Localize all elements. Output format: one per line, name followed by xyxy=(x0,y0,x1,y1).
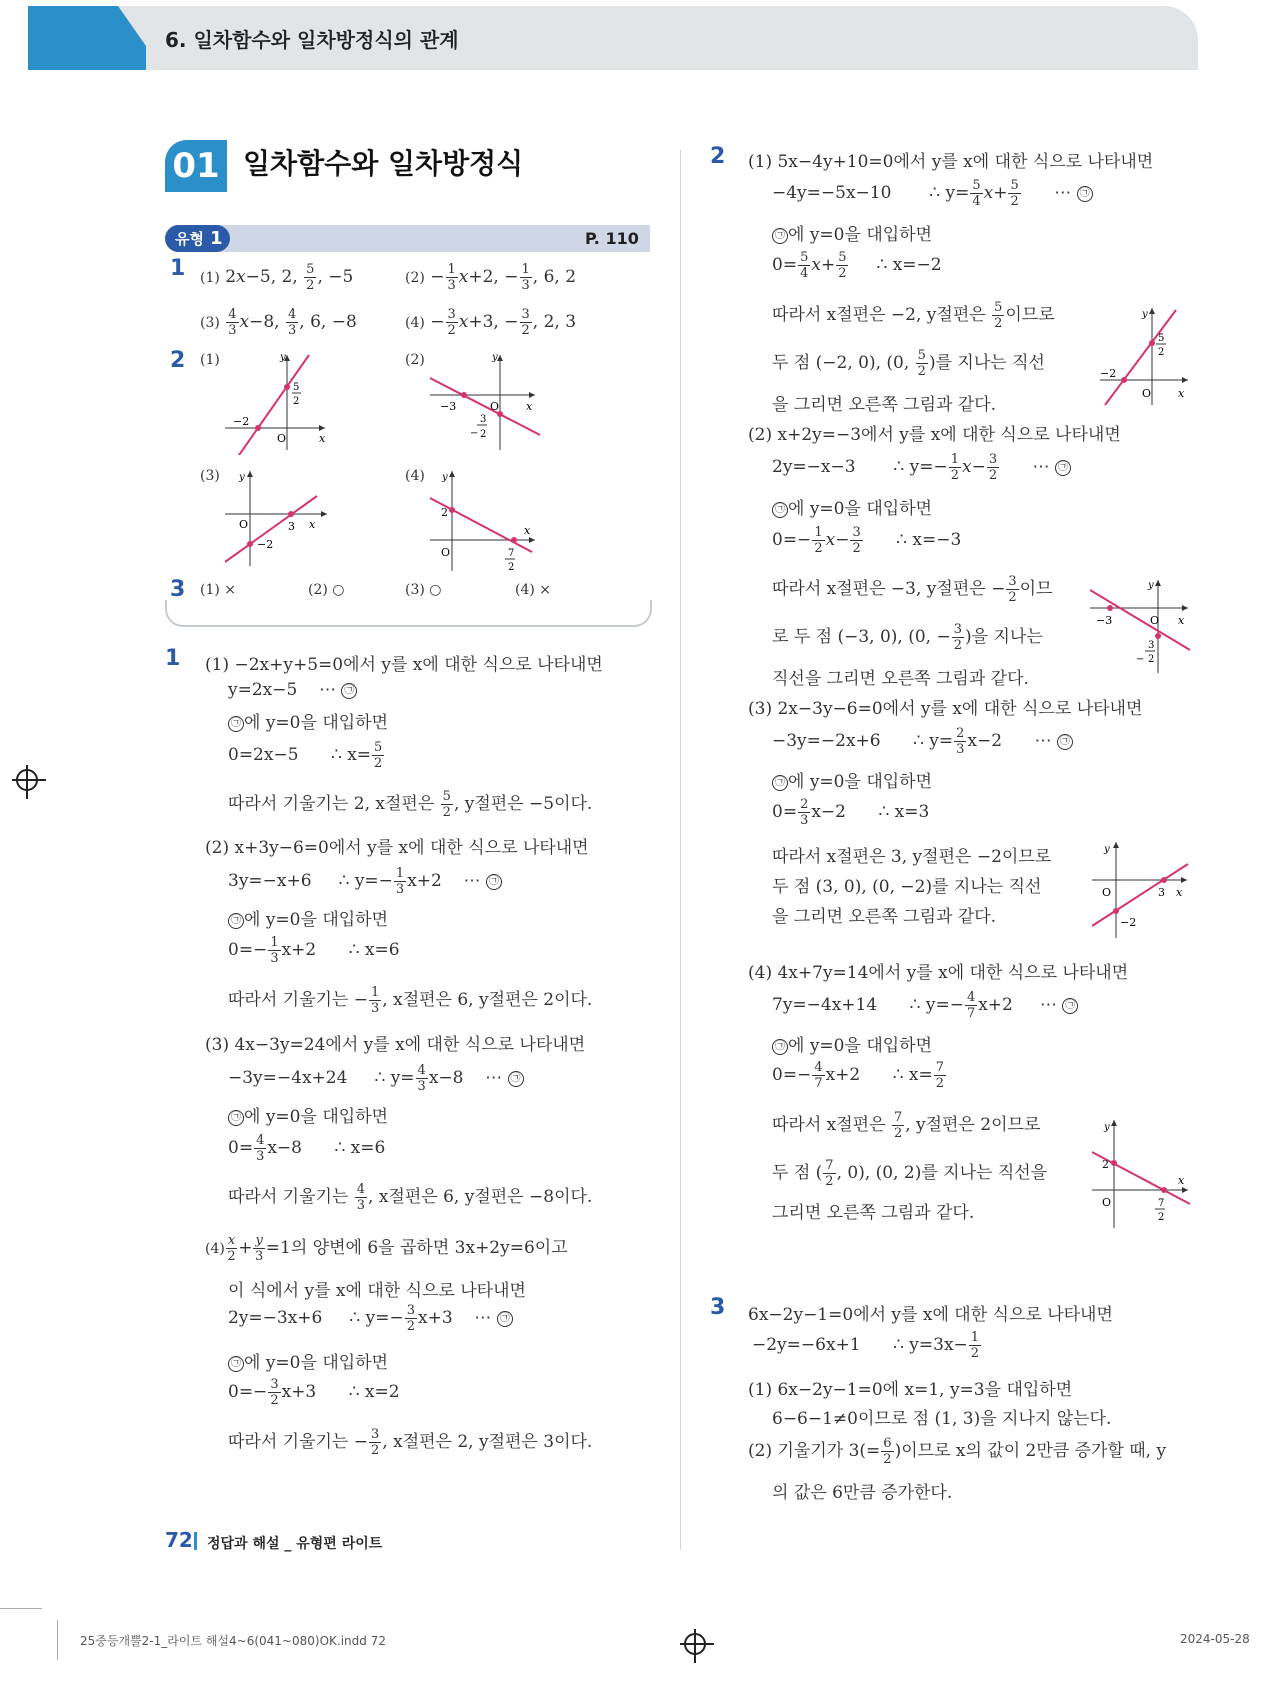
graph-label-3: (3) xyxy=(200,468,220,484)
graph-4 xyxy=(430,466,545,576)
graph-2 xyxy=(430,350,545,455)
svg-text:x: x xyxy=(1178,1174,1185,1187)
svg-text:O: O xyxy=(490,400,500,413)
svg-text:y: y xyxy=(280,352,286,363)
svg-text:−2: −2 xyxy=(257,538,274,551)
svg-text:3: 3 xyxy=(480,414,487,425)
svg-text:O: O xyxy=(441,546,451,559)
svg-text:O: O xyxy=(1102,1196,1112,1209)
box-q3-number: 3 xyxy=(170,577,186,602)
right-a4-line6: 두 점 ( $\frac{7}{2}$ , 0), (0, 2)를 지나는 직선을 xyxy=(772,1158,1048,1189)
svg-text:y: y xyxy=(1104,1122,1110,1133)
graph-1 xyxy=(225,350,335,455)
svg-text:2: 2 xyxy=(1148,654,1155,665)
svg-text:−: − xyxy=(1136,654,1145,665)
right-a2-line1: (2) x+2y=−3에서 y를 x에 대한 식으로 나타내면 xyxy=(748,425,1121,445)
right-a2-line3: ㉠ 에 y=0을 대입하면 xyxy=(772,494,932,519)
box-q2-number: 2 xyxy=(170,348,186,373)
right-a4-line3: ㉠ 에 y=0을 대입하면 xyxy=(772,1031,932,1056)
type-bar xyxy=(165,225,650,252)
svg-text:y: y xyxy=(492,352,498,363)
graph-label-4: (4) xyxy=(405,468,425,484)
svg-text:x: x xyxy=(1176,886,1183,899)
left-p2-line4: 0=− $\frac{1}{3}$ x+2 ∴ x=6 xyxy=(228,935,400,966)
right-a1-line6: 두 점 (−2, 0), (0, $\frac{5}{2}$ )를 지나는 직선 xyxy=(772,348,1045,379)
right-b4: 6−6−1≠0이므로 점 (1, 3)을 지나지 않는다. xyxy=(772,1409,1112,1429)
right-a2-line5: 따라서 x절편은 −3, y절편은 − $\frac{3}{2}$ 이므 xyxy=(772,574,1053,605)
left-p4-line4: ㉠ 에 y=0을 대입하면 xyxy=(228,1348,388,1373)
right-a3-line1: (3) 2x−3y−6=0에서 y를 x에 대한 식으로 나타내면 xyxy=(748,699,1143,719)
right-b3: (1) 6x−2y−1=0에 x=1, y=3을 대입하면 xyxy=(748,1380,1073,1400)
left-p4-line5: 0=− $\frac{3}{2}$ x+3 ∴ x=2 xyxy=(228,1377,400,1408)
box-q1-3: (3) $\frac{4}{3}$ x−8, $\frac{4}{3}$ , 6, −8 xyxy=(200,307,357,338)
type-badge xyxy=(165,225,230,252)
graph-right-4 xyxy=(1092,1118,1192,1233)
svg-text:3: 3 xyxy=(288,520,295,533)
right-a3-line4: 0= $\frac{2}{3}$ x−2 ∴ x=3 xyxy=(772,797,930,828)
chapter-title: 6. 일차함수와 일차방정식의 관계 xyxy=(165,28,459,52)
svg-text:x: x xyxy=(309,518,316,531)
svg-text:O: O xyxy=(1150,614,1160,627)
graph-right-2 xyxy=(1090,578,1195,678)
left-p1-line3: ㉠ 에 y=0을 대입하면 xyxy=(228,708,388,733)
svg-text:x: x xyxy=(1178,614,1185,627)
left-p2-line1: (2) x+3y−6=0에서 y를 x에 대한 식으로 나타내면 xyxy=(205,838,589,858)
svg-text:2: 2 xyxy=(508,562,515,573)
svg-text:−3: −3 xyxy=(1096,614,1113,627)
graph-right-1 xyxy=(1100,305,1195,410)
right-a4-line1: (4) 4x+7y=14에서 y를 x에 대한 식으로 나타내면 xyxy=(748,963,1129,983)
svg-text:3: 3 xyxy=(1158,886,1165,899)
svg-text:O: O xyxy=(277,432,287,445)
left-p2-line2: 3y=−x+6 ∴ y=− $\frac{1}{3}$ x+2 ⋯ ㉠ xyxy=(228,866,502,897)
page-number: 72 xyxy=(165,1528,193,1552)
right-a3-line3: ㉠ 에 y=0을 대입하면 xyxy=(772,767,932,792)
print-date: 2024-05-28 xyxy=(1180,1632,1250,1646)
left-q1-number: 1 xyxy=(165,646,181,671)
box-q3-2: (2) ○ xyxy=(308,582,345,598)
box-q1-1: (1) 2x−5, 2, $\frac{5}{2}$ , −5 xyxy=(200,262,354,293)
right-a4-line4: 0=− $\frac{4}{7}$ x+2 ∴ x= $\frac{7}{2}$ xyxy=(772,1060,945,1091)
svg-text:7: 7 xyxy=(1158,1198,1165,1209)
box-q1-2: (2) − $\frac{1}{3}$ x+2, − $\frac{1}{3}$ , 6, 2 xyxy=(405,262,577,293)
type-page: P. 110 xyxy=(585,229,639,248)
svg-text:5: 5 xyxy=(1158,333,1165,344)
svg-text:O: O xyxy=(1142,387,1152,400)
right-a4-line7: 그리면 오른쪽 그림과 같다. xyxy=(772,1203,975,1223)
registration-mark-left xyxy=(16,769,38,791)
right-a2-line7: 직선을 그리면 오른쪽 그림과 같다. xyxy=(772,669,1029,689)
left-p2-line5: 따라서 기울기는 − $\frac{1}{3}$ , x절편은 6, y절편은 2이다. xyxy=(228,985,593,1016)
svg-text:y: y xyxy=(1142,309,1148,320)
left-p3-line4: 0= $\frac{4}{3}$ x−8 ∴ x=6 xyxy=(228,1133,386,1164)
left-p3-line3: ㉠ 에 y=0을 대입하면 xyxy=(228,1102,388,1127)
footer-divider xyxy=(194,1532,197,1550)
left-p1-line4: 0=2x−5 ∴ x= $\frac{5}{2}$ xyxy=(228,740,383,771)
crop-line xyxy=(0,1608,42,1609)
right-b1: 6x−2y−1=0에서 y를 x에 대한 식으로 나타내면 xyxy=(748,1305,1113,1325)
right-q2-number: 2 xyxy=(710,144,726,169)
box-q3-4: (4) × xyxy=(515,582,552,598)
left-p2-line3: ㉠ 에 y=0을 대입하면 xyxy=(228,905,388,930)
svg-text:−3: −3 xyxy=(440,400,457,413)
svg-text:y: y xyxy=(1148,580,1154,591)
svg-text:−2: −2 xyxy=(1120,916,1137,929)
print-filename: 25중등개뿔2-1_라이트 해설4~6(041~080)OK.indd 72 xyxy=(80,1634,386,1648)
right-a3-line2: −3y=−2x+6 ∴ y= $\frac{2}{3}$ x−2 ⋯ ㉠ xyxy=(772,726,1073,757)
right-a1-line1: (1) 5x−4y+10=0에서 y를 x에 대한 식으로 나타내면 xyxy=(748,152,1154,172)
right-b6: 의 값은 6만큼 증가한다. xyxy=(772,1483,953,1503)
svg-text:y: y xyxy=(442,472,448,483)
svg-text:y: y xyxy=(1104,844,1110,855)
right-a3-line5: 따라서 x절편은 3, y절편은 −2이므로 xyxy=(772,847,1052,867)
crop-line-vertical xyxy=(57,1620,58,1660)
svg-text:2: 2 xyxy=(1158,347,1165,358)
right-a1-line4: 0= $\frac{5}{4}$ x+ $\frac{5}{2}$ ∴ x=−2 xyxy=(772,250,942,281)
svg-text:−: − xyxy=(470,428,479,439)
type-label: 유형 xyxy=(175,230,204,248)
left-p3-line1: (3) 4x−3y=24에서 y를 x에 대한 식으로 나타내면 xyxy=(205,1035,586,1055)
right-a3-line6: 두 점 (3, 0), (0, −2)를 지나는 직선 xyxy=(772,877,1042,897)
box-q3-3: (3) ○ xyxy=(405,582,442,598)
section-number: 01 xyxy=(165,140,227,192)
right-a1-line3: ㉠ 에 y=0을 대입하면 xyxy=(772,220,932,245)
right-q3-number: 3 xyxy=(710,1295,726,1320)
right-a4-line5: 따라서 x절편은 $\frac{7}{2}$ , y절편은 2이므로 xyxy=(772,1110,1041,1141)
left-p3-line5: 따라서 기울기는 $\frac{4}{3}$ , x절편은 6, y절편은 −8이다. xyxy=(228,1182,593,1213)
right-a4-line2: 7y=−4x+14 ∴ y=− $\frac{4}{7}$ x+2 ⋯ ㉠ xyxy=(772,990,1078,1021)
svg-text:x: x xyxy=(319,432,326,445)
svg-text:x: x xyxy=(1178,387,1185,400)
svg-text:2: 2 xyxy=(1102,1158,1109,1171)
svg-text:2: 2 xyxy=(480,429,487,440)
box-q1-4: (4) − $\frac{3}{2}$ x+3, − $\frac{3}{2}$ , 2, 3 xyxy=(405,307,577,338)
left-p4-line2: 이 식에서 y를 x에 대한 식으로 나타내면 xyxy=(228,1281,526,1301)
section-title: 일차함수와 일차방정식 xyxy=(243,147,524,180)
svg-text:x: x xyxy=(526,400,533,413)
column-divider xyxy=(680,150,681,1550)
right-a2-line4: 0=− $\frac{1}{2}$ x− $\frac{3}{2}$ ∴ x=−3 xyxy=(772,525,962,556)
graph-3 xyxy=(225,466,335,571)
type-number: 1 xyxy=(209,228,223,249)
right-a1-line2: −4y=−5x−10 ∴ y= $\frac{5}{4}$ x+ $\frac{5}{2}$ ⋯ ㉠ xyxy=(772,178,1093,209)
graph-label-1: (1) xyxy=(200,352,220,368)
box-q3-1: (1) × xyxy=(200,582,237,598)
right-a2-line6: 로 두 점 (−3, 0), (0, − $\frac{3}{2}$ )을 지나는 xyxy=(772,622,1043,653)
svg-text:O: O xyxy=(239,518,249,531)
right-a1-line7: 을 그리면 오른쪽 그림과 같다. xyxy=(772,395,997,415)
box-q1-number: 1 xyxy=(170,256,186,281)
left-p3-line2: −3y=−4x+24 ∴ y= $\frac{4}{3}$ x−8 ⋯ ㉠ xyxy=(228,1063,524,1094)
svg-text:O: O xyxy=(1102,886,1112,899)
svg-text:−2: −2 xyxy=(233,415,250,428)
left-p4-line3: 2y=−3x+6 ∴ y=− $\frac{3}{2}$ x+3 ⋯ ㉠ xyxy=(228,1303,513,1334)
graph-label-2: (2) xyxy=(405,352,425,368)
svg-text:5: 5 xyxy=(293,382,300,393)
registration-mark-bottom xyxy=(684,1633,706,1655)
left-p4-line6: 따라서 기울기는 − $\frac{3}{2}$ , x절편은 2, y절편은 3이다. xyxy=(228,1427,593,1458)
left-p4-line1: (4) $\frac{x}{2}$ + $\frac{y}{3}$ =1의 양변에 6을 곱하면 3x+2y=6이고 xyxy=(205,1233,568,1264)
right-a1-line5: 따라서 x절편은 −2, y절편은 $\frac{5}{2}$ 이므로 xyxy=(772,300,1055,331)
answer-box-border xyxy=(165,600,652,627)
right-a3-line7: 을 그리면 오른쪽 그림과 같다. xyxy=(772,907,997,927)
svg-text:2: 2 xyxy=(441,506,448,519)
svg-text:−2: −2 xyxy=(1100,367,1117,380)
svg-text:3: 3 xyxy=(1148,640,1155,651)
svg-text:y: y xyxy=(239,472,245,483)
svg-text:2: 2 xyxy=(1158,1212,1165,1223)
svg-text:x: x xyxy=(524,524,531,537)
graph-right-3 xyxy=(1092,840,1192,940)
right-a2-line2: 2y=−x−3 ∴ y=− $\frac{1}{2}$ x− $\frac{3}{2}$ ⋯ ㉠ xyxy=(772,452,1071,483)
footer-text: 정답과 해설 _ 유형편 라이트 xyxy=(207,1536,383,1552)
svg-text:7: 7 xyxy=(508,548,515,559)
left-p1-line2: y=2x−5 ⋯ ㉠ xyxy=(228,680,357,700)
left-p1-line5: 따라서 기울기는 2, x절편은 $\frac{5}{2}$ , y절편은 −5이다. xyxy=(228,789,593,820)
right-b5: (2) 기울기가 3(= $\frac{6}{2}$ )이므로 x의 값이 2만큼 증가할 때, y xyxy=(748,1436,1167,1467)
svg-text:2: 2 xyxy=(293,396,300,407)
left-p1-line1: (1) −2x+y+5=0에서 y를 x에 대한 식으로 나타내면 xyxy=(205,655,603,675)
right-b2: −2y=−6x+1 ∴ y=3x− $\frac{1}{2}$ xyxy=(752,1330,980,1361)
